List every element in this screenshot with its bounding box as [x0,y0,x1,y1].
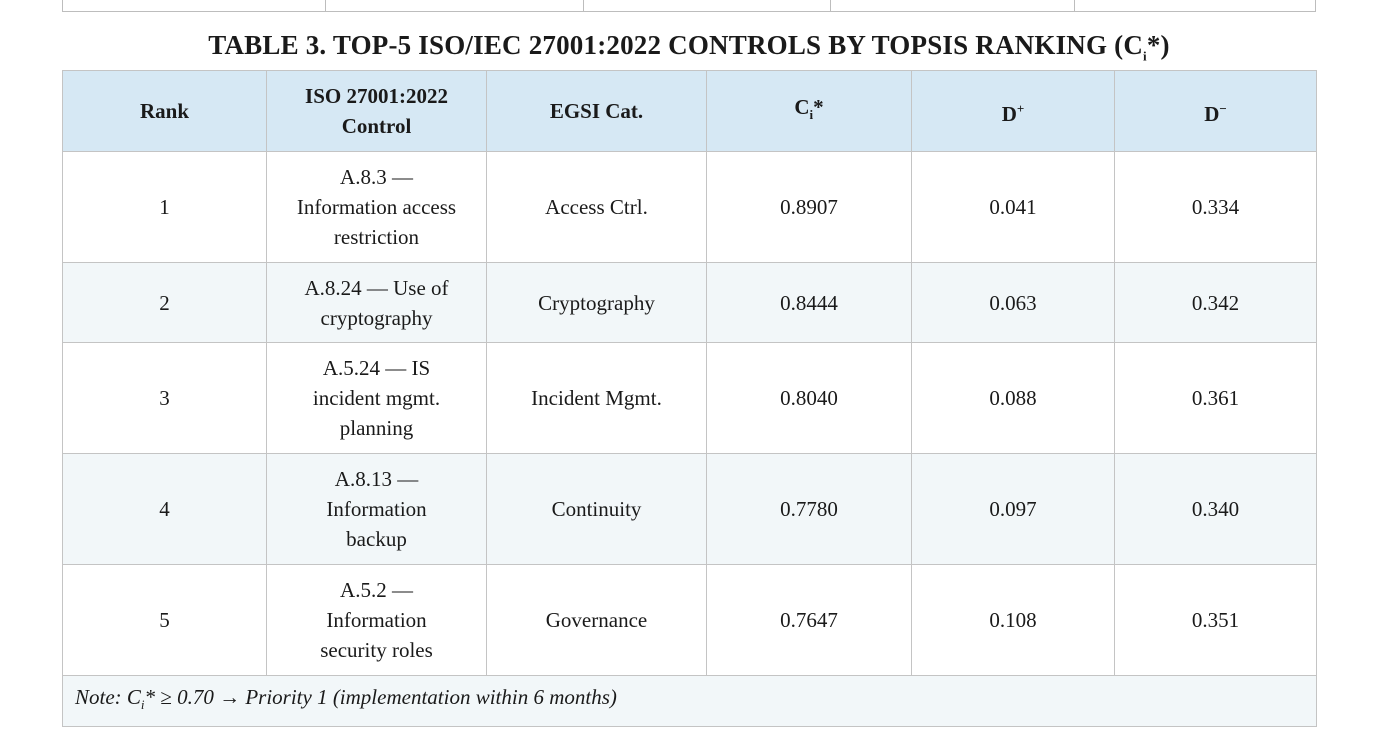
cell-control-line: planning [339,416,414,440]
cell-dplus: 0.088 [912,343,1115,454]
cell-control-line: Information [326,497,427,521]
cell-control-line: A.8.24 — Use of [304,275,449,300]
caption-text-end: *) [1146,30,1170,60]
cell-control-line: cryptography [320,305,433,330]
caption-text: TABLE 3. TOP-5 ISO/IEC 27001:2022 CONTROLS BY TOPSIS RANKING (C [208,30,1144,60]
cell-control-line: A.5.2 — [340,578,413,602]
cell-control [267,565,487,676]
table-caption [62,30,1316,64]
header-category: EGSI Cat. [487,71,707,152]
header-dminus [1115,71,1317,152]
table-note [63,676,1317,727]
cell-control-line: restriction [333,225,420,249]
table-row [63,454,1317,565]
cell-control-line: A.5.24 — IS [322,356,431,380]
topsis-ranking-table [62,70,1317,727]
cell-control-line: Information access [296,195,457,219]
header-ci-end: * [813,94,824,119]
cell-control-line: A.8.13 — [334,467,419,491]
header-control-line1: ISO 27001:2022 [305,84,448,108]
cell-category: Access Ctrl. [487,152,707,263]
header-dplus-main: D [1001,101,1017,126]
table-row [63,263,1317,343]
table-note-row [63,676,1317,727]
cell-ci: 0.8907 [707,152,912,263]
cell-control [267,263,487,343]
header-ci-sub: i [809,107,814,123]
table-row [63,565,1317,676]
table-header-row [63,71,1317,152]
header-ci-main: C [794,94,810,119]
cell-rank: 3 [63,343,267,454]
cell-rank: 4 [63,454,267,565]
table-row [63,152,1317,263]
cell-control-line: Information [326,608,427,632]
header-control-line2: Control [341,114,412,138]
cell-category: Incident Mgmt. [487,343,707,454]
table-divider [583,0,584,11]
cell-dplus: 0.063 [912,263,1115,343]
cell-rank: 5 [63,565,267,676]
cell-dminus: 0.351 [1115,565,1317,676]
table-divider [830,0,831,11]
header-dminus-sup: − [1219,100,1227,116]
caption-subscript: i [1143,48,1147,64]
cell-ci: 0.8040 [707,343,912,454]
header-dplus [912,71,1115,152]
previous-table-fragment [62,0,1316,12]
cell-control [267,152,487,263]
cell-control-line: backup [346,527,407,551]
table-divider [325,0,326,11]
cell-ci: 0.7647 [707,565,912,676]
cell-category: Continuity [487,454,707,565]
note-text: Note: C [75,684,141,709]
cell-category: Cryptography [487,263,707,343]
cell-dminus: 0.340 [1115,454,1317,565]
cell-dminus: 0.361 [1115,343,1317,454]
cell-dminus: 0.334 [1115,152,1317,263]
note-subscript: i [140,697,145,713]
note-text-end: * ≥ 0.70 → Priority 1 (implementation within 6 months) [144,684,617,709]
cell-control [267,454,487,565]
cell-control [267,343,487,454]
cell-ci: 0.8444 [707,263,912,343]
cell-control-line: incident mgmt. [312,386,441,410]
cell-category: Governance [487,565,707,676]
cell-control-line: A.8.3 — [340,165,413,189]
cell-dminus: 0.342 [1115,263,1317,343]
header-dminus-main: D [1204,101,1220,126]
header-control [267,71,487,152]
header-ci [707,71,912,152]
cell-ci: 0.7780 [707,454,912,565]
table-row [63,343,1317,454]
cell-dplus: 0.041 [912,152,1115,263]
header-rank: Rank [63,71,267,152]
header-dplus-sup: + [1016,100,1025,116]
table-divider [1074,0,1075,11]
cell-control-line: security roles [320,638,433,662]
cell-rank: 2 [63,263,267,343]
cell-dplus: 0.097 [912,454,1115,565]
cell-rank: 1 [63,152,267,263]
cell-dplus: 0.108 [912,565,1115,676]
